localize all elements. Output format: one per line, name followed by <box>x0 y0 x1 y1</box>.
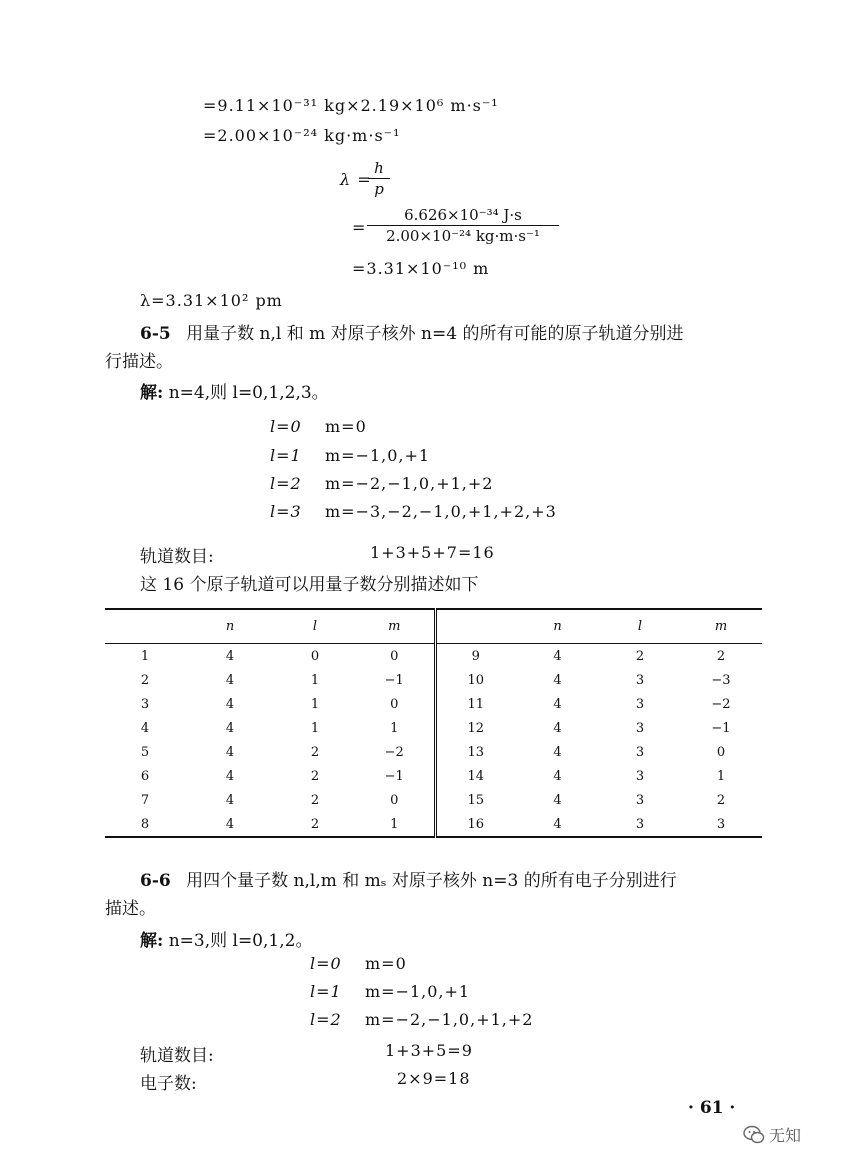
cell: 1 <box>355 716 435 740</box>
cell: 4 <box>553 672 562 688</box>
cell: 1 <box>140 648 150 664</box>
orbital-count-label: 轨道数目: <box>140 547 214 567</box>
problem-6-5-text1: 用量子数 n,l 和 m 对原子核外 n=4 的所有可能的原子轨道分别进 <box>186 324 684 344</box>
cell: −2 <box>711 696 731 712</box>
table-row <box>105 788 762 812</box>
solution-text: n=4,则 l=0,1,2,3。 <box>168 383 329 403</box>
cell: 7 <box>140 792 150 808</box>
problem-6-5-text2: 行描述。 <box>105 352 173 372</box>
cell: 4 <box>553 768 562 784</box>
cell: 4 <box>553 720 562 736</box>
table-row <box>105 716 762 740</box>
cell: 2 <box>716 792 726 808</box>
cell: 4 <box>225 672 235 688</box>
cell: 0 <box>355 788 435 812</box>
cell: 3 <box>140 696 150 712</box>
table-row <box>105 644 762 669</box>
cell: 2 <box>716 648 726 664</box>
cell: 2 <box>635 648 645 664</box>
table-row <box>105 692 762 716</box>
cell: 1 <box>310 720 320 736</box>
table-row <box>105 764 762 788</box>
cell: −3 <box>711 672 731 688</box>
qn-row-l2 <box>270 474 493 493</box>
cell: −1 <box>355 668 435 692</box>
qn-row-l2 <box>310 1010 533 1029</box>
header-cell: l <box>275 609 355 644</box>
solution-text: n=3,则 l=0,1,2。 <box>168 931 313 951</box>
problem-6-6-text1: 用四个量子数 n,l,m 和 mₛ 对原子核外 n=3 的所有电子分别进行 <box>186 871 677 891</box>
cell: 4 <box>225 744 235 760</box>
qn-m: m=−1,0,+1 <box>325 446 431 465</box>
cell: −1 <box>711 720 731 736</box>
cell: 0 <box>310 648 320 664</box>
cell: 2 <box>275 812 355 837</box>
cell: 16 <box>435 812 515 837</box>
cell: 4 <box>553 696 562 712</box>
cell: 1 <box>355 812 435 837</box>
header-cell: n <box>515 609 600 644</box>
cell: 13 <box>467 744 485 760</box>
qn-row-l0 <box>270 417 367 436</box>
cell: 3 <box>600 812 680 837</box>
cell: 1 <box>716 768 726 784</box>
qn-m: m=0 <box>325 417 367 436</box>
qn-row-l1 <box>310 982 470 1001</box>
qn-m: m=−1,0,+1 <box>365 982 471 1001</box>
electron-count-label: 电子数: <box>140 1074 197 1094</box>
qn-row-l0 <box>310 954 407 973</box>
problem-6-5-number: 6-5 <box>140 324 171 344</box>
orbital-table <box>105 608 762 838</box>
calc-line-2: =2.00×10⁻²⁴ kg·m·s⁻¹ <box>203 126 401 145</box>
qn-row-l3 <box>270 502 557 521</box>
watermark <box>743 1123 801 1146</box>
calc-line-6: λ=3.31×10² pm <box>140 291 283 310</box>
cell: 1 <box>310 672 320 688</box>
watermark-text: 无知 <box>769 1126 802 1145</box>
cell: 4 <box>185 812 275 837</box>
qn-l: l=1 <box>310 982 342 1001</box>
cell: 4 <box>553 792 562 808</box>
cell: 2 <box>310 744 320 760</box>
frac2-numerator: 6.626×10⁻³⁴ J·s <box>404 206 522 224</box>
cell: 6 <box>140 768 150 784</box>
qn-m: m=−2,−1,0,+1,+2 <box>325 474 494 493</box>
header-cell <box>435 609 515 644</box>
cell: 2 <box>310 792 320 808</box>
header-cell: m <box>680 609 762 644</box>
cell: 11 <box>467 696 485 712</box>
cell: 2 <box>140 672 150 688</box>
cell: 3 <box>635 792 645 808</box>
qn-m: m=0 <box>365 954 407 973</box>
cell: 1 <box>310 696 320 712</box>
problem-6-5-line1 <box>140 319 683 344</box>
lambda-fraction <box>368 158 390 199</box>
cell: 0 <box>355 644 435 669</box>
cell: 4 <box>225 792 235 808</box>
cell: 4 <box>225 648 235 664</box>
header-cell: l <box>600 609 680 644</box>
cell: 0 <box>716 744 726 760</box>
electron-count-value: 2×9=18 <box>397 1069 471 1088</box>
orbital-count-label: 轨道数目: <box>140 1046 214 1066</box>
qn-l: l=0 <box>310 954 342 973</box>
page-number: · 61 · <box>688 1098 736 1118</box>
cell: 3 <box>635 744 645 760</box>
orbital-count-value: 1+3+5=9 <box>385 1041 473 1060</box>
cell: 8 <box>105 812 185 837</box>
problem-6-5-solution <box>140 378 329 403</box>
lambda-numerator: h <box>374 159 384 177</box>
qn-l: l=2 <box>310 1010 342 1029</box>
problem-6-6-line1 <box>140 866 677 891</box>
cell: 4 <box>225 696 235 712</box>
problem-6-6-number: 6-6 <box>140 871 171 891</box>
cell: 2 <box>310 768 320 784</box>
cell: 4 <box>225 768 235 784</box>
cell: 4 <box>515 812 600 837</box>
frac2-prefix: = <box>352 218 367 237</box>
cell: 10 <box>467 672 485 688</box>
cell: 15 <box>467 792 485 808</box>
problem-6-6-solution <box>140 926 312 951</box>
solution-label: 解: <box>140 931 164 951</box>
qn-m: m=−3,−2,−1,0,+1,+2,+3 <box>325 502 557 521</box>
wechat-icon <box>743 1125 765 1145</box>
calc-line-1: =9.11×10⁻³¹ kg×2.19×10⁶ m·s⁻¹ <box>203 96 499 115</box>
cell: −1 <box>355 764 435 788</box>
calc-line-5: =3.31×10⁻¹⁰ m <box>352 259 490 278</box>
header-cell: m <box>355 609 435 644</box>
lambda-denominator: p <box>374 180 384 198</box>
header-cell: n <box>185 609 275 644</box>
cell: 3 <box>635 672 645 688</box>
qn-row-l1 <box>270 446 430 465</box>
table-row <box>105 668 762 692</box>
cell: −2 <box>355 740 435 764</box>
frac2-denominator: 2.00×10⁻²⁴ kg·m·s⁻¹ <box>386 227 540 245</box>
qn-l: l=3 <box>270 502 302 521</box>
cell: 3 <box>680 812 762 837</box>
table-intro: 这 16 个原子轨道可以用量子数分别描述如下 <box>140 575 479 595</box>
problem-6-6-text2: 描述。 <box>105 899 156 919</box>
qn-l: l=0 <box>270 417 302 436</box>
qn-l: l=2 <box>270 474 302 493</box>
frac2 <box>367 205 559 246</box>
orbital-count-value: 1+3+5+7=16 <box>370 543 495 562</box>
header-cell <box>105 609 185 644</box>
cell: 4 <box>225 720 235 736</box>
table-row <box>105 740 762 764</box>
table-row <box>105 812 762 837</box>
cell: 0 <box>355 692 435 716</box>
cell: 5 <box>140 744 150 760</box>
table-header-row <box>105 609 762 644</box>
cell: 3 <box>635 696 645 712</box>
cell: 4 <box>553 744 562 760</box>
cell: 3 <box>635 768 645 784</box>
cell: 4 <box>140 720 150 736</box>
cell: 12 <box>467 720 485 736</box>
cell: 4 <box>553 648 562 664</box>
cell: 9 <box>471 648 480 664</box>
solution-label: 解: <box>140 383 164 403</box>
qn-m: m=−2,−1,0,+1,+2 <box>365 1010 534 1029</box>
lambda-lhs: λ = <box>340 170 372 189</box>
qn-l: l=1 <box>270 446 302 465</box>
cell: 14 <box>467 768 485 784</box>
cell: 3 <box>635 720 645 736</box>
